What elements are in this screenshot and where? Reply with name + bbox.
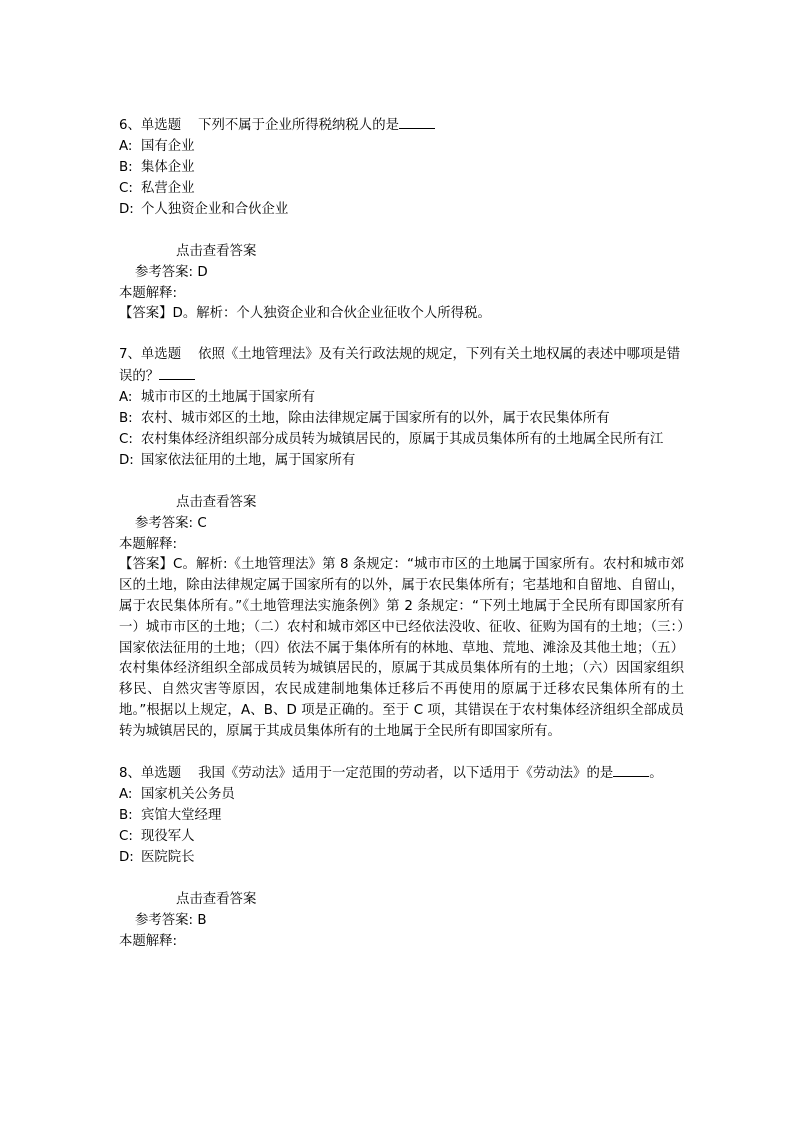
option-letter: D:: [119, 452, 134, 468]
option-letter: C:: [119, 431, 133, 447]
question-stem: [119, 344, 684, 387]
explanation-text: 【答案】C。解析:《土地管理法》第 8 条规定：“城市市区的土地属于国家所有。农村和城市郊区的土地，除由法律规定属于国家所有的以外，属于农民集体所有；宅基地和自留地、自留山，属于农民集体所有。”《土地管理法实施条例》第 2 条规定：“下列土地属于全民所有即国家所有一）城市市区的土地；（二）农村和城市郊区中已经依法没收、征收、征购为国有的土地；（三：）国家依法征用的土地；（四）依法不属于集体所有的林地、草地、荒地、滩涂及其他土地；（五）农村集体经济组织全部成员转为城镇居民的，原属于其成员集体所有的土地；（六）因国家组织移民、自然灾害等原因，农民成建制地集体迁移后不再使用的原属于迁移农民集体所有的土地。”根据以上规定，A、B、D 项是正确的。至于 C 项，其错误在于农村集体经济组织全部成员转为城镇居民的，原属于其成员集体所有的土地属于全民所有即国家所有。: [119, 556, 684, 740]
option-text: 医院院长: [141, 850, 195, 866]
option-letter: B:: [119, 410, 133, 426]
option-d: [119, 199, 684, 220]
option-text: 国家机关公务员: [141, 787, 235, 803]
document-page: [119, 114, 684, 971]
option-a: [119, 387, 684, 408]
reference-answer: 参考答案: C: [135, 515, 207, 531]
question-number-type: 8、单选题: [119, 766, 182, 782]
question-number-type: 7、单选题: [119, 346, 182, 362]
question-8: [119, 762, 684, 952]
option-text: 集体企业: [141, 160, 195, 175]
question-text: 下列不属于企业所得税纳税人的是: [198, 118, 399, 133]
option-text: 国有企业: [141, 139, 195, 154]
option-c: [119, 178, 684, 199]
option-letter: B:: [119, 160, 133, 175]
option-text: 农村集体经济组织部分成员转为城镇居民的，原属于其成员集体所有的土地属全民所有江: [141, 431, 664, 447]
question-text: 依照《土地管理法》及有关行政法规的规定，下列有关土地权属的表述中哪项是错误的？: [119, 346, 681, 384]
reference-answer: 参考答案: D: [135, 265, 208, 280]
question-7: [119, 344, 684, 743]
question-text: 我国《劳动法》适用于一定范围的劳动者，以下适用于《劳动法》的是: [198, 766, 614, 782]
explanation-label: 本题解释:: [119, 536, 178, 552]
option-letter: A:: [119, 139, 133, 154]
answer-blank: [613, 762, 649, 777]
question-stem: [119, 114, 684, 136]
option-text: 城市市区的土地属于国家所有: [141, 389, 316, 405]
option-letter: A:: [119, 787, 133, 803]
option-letter: C:: [119, 829, 133, 845]
option-text: 宾馆大堂经理: [141, 808, 222, 824]
option-d: [119, 847, 684, 868]
answer-blank: [159, 365, 195, 380]
question-stem: [119, 762, 684, 784]
option-text: 私营企业: [141, 181, 195, 196]
option-letter: C:: [119, 181, 133, 196]
option-b: [119, 805, 684, 826]
reference-answer: 参考答案: B: [135, 913, 207, 929]
explanation-text: 【答案】D。解析：个人独资企业和合伙企业征收个人所得税。: [119, 306, 491, 321]
stem-suffix: 。: [649, 766, 663, 782]
option-letter: D:: [119, 850, 134, 866]
option-text: 国家依法征用的土地，属于国家所有: [141, 452, 356, 468]
explanation-label: 本题解释:: [119, 934, 178, 950]
option-letter: A:: [119, 389, 133, 405]
question-number-type: 6、单选题: [119, 118, 182, 133]
option-c: [119, 826, 684, 847]
show-answer-link[interactable]: 点击查看答案: [176, 244, 257, 259]
show-answer-link[interactable]: 点击查看答案: [176, 494, 257, 510]
option-a: [119, 136, 684, 157]
option-a: [119, 784, 684, 805]
question-6: [119, 114, 684, 325]
option-c: [119, 429, 684, 450]
option-d: [119, 450, 684, 471]
option-letter: B:: [119, 808, 133, 824]
option-text: 个人独资企业和合伙企业: [141, 202, 289, 217]
show-answer-link[interactable]: 点击查看答案: [176, 892, 257, 908]
answer-blank: [399, 114, 435, 129]
option-text: 农村、城市郊区的土地，除由法律规定属于国家所有的以外，属于农民集体所有: [141, 410, 610, 426]
option-b: [119, 408, 684, 429]
option-text: 现役军人: [141, 829, 195, 845]
explanation-label: 本题解释:: [119, 286, 178, 301]
option-letter: D:: [119, 202, 134, 217]
option-b: [119, 157, 684, 178]
